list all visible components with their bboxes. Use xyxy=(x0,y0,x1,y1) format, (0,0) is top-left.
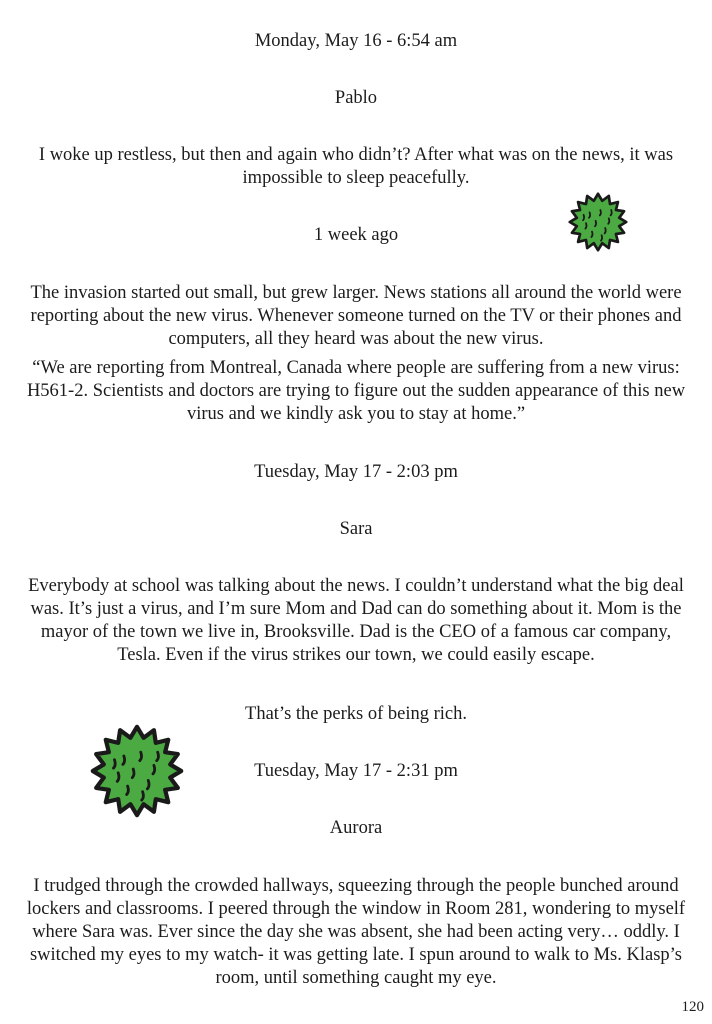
entry-narrator: Aurora xyxy=(329,818,383,838)
entry-paragraph: Everybody at school was talking about the news. I couldn’t understand what the big deal was. It’s just a virus, and I’m sure Mom and Dad can do something about it. Mom is the mayor of the town we live in, Brooksville. Dad is the CEO of a famous car company, Tesla. Even if the virus strikes our town, we could easily escape. xyxy=(28,576,684,665)
entry-date: Tuesday, May 17 - 2:31 pm xyxy=(254,761,458,781)
page-number: 120 xyxy=(681,999,704,1015)
entry-date: Monday, May 16 - 6:54 am xyxy=(254,31,458,51)
virus-icon xyxy=(90,724,184,818)
virus-body xyxy=(93,727,181,815)
news-quote: “We are reporting from Montreal, Canada where people are suffering from a new virus: H561-2. Scientists and doctors are trying to figure out the sudden appearance of this new virus and we kindly ask you to stay at home.” xyxy=(26,358,686,424)
entry-date: Tuesday, May 17 - 2:03 pm xyxy=(254,462,458,482)
flashback-heading: 1 week ago xyxy=(313,225,399,245)
entry-paragraph: The invasion started out small, but grew larger. News stations all around the world were reporting about the new virus. Whenever someone turned on the TV or their phones and computers, all they heard was about the new virus. xyxy=(30,283,682,349)
entry-narrator: Sara xyxy=(339,519,373,539)
entry-narrator: Pablo xyxy=(334,88,378,108)
virus-icon xyxy=(568,192,628,252)
entry-paragraph: I trudged through the crowded hallways, squeezing through the people bunched around lockers and classrooms. I peered through the window in Room 281, wondering to myself where Sara was. Ever since the day she was absent, she had been acting very… oddly. I switched my eyes to my watch- it was getting late. I spun around to walk to Ms. Klasp’s room, until something caught my eye. xyxy=(26,876,686,988)
entry-aside: That’s the perks of being rich. xyxy=(245,704,467,724)
entry-paragraph: I woke up restless, but then and again who didn’t? After what was on the news, it was impossible to sleep peacefully. xyxy=(38,145,674,188)
virus-body xyxy=(570,194,626,250)
